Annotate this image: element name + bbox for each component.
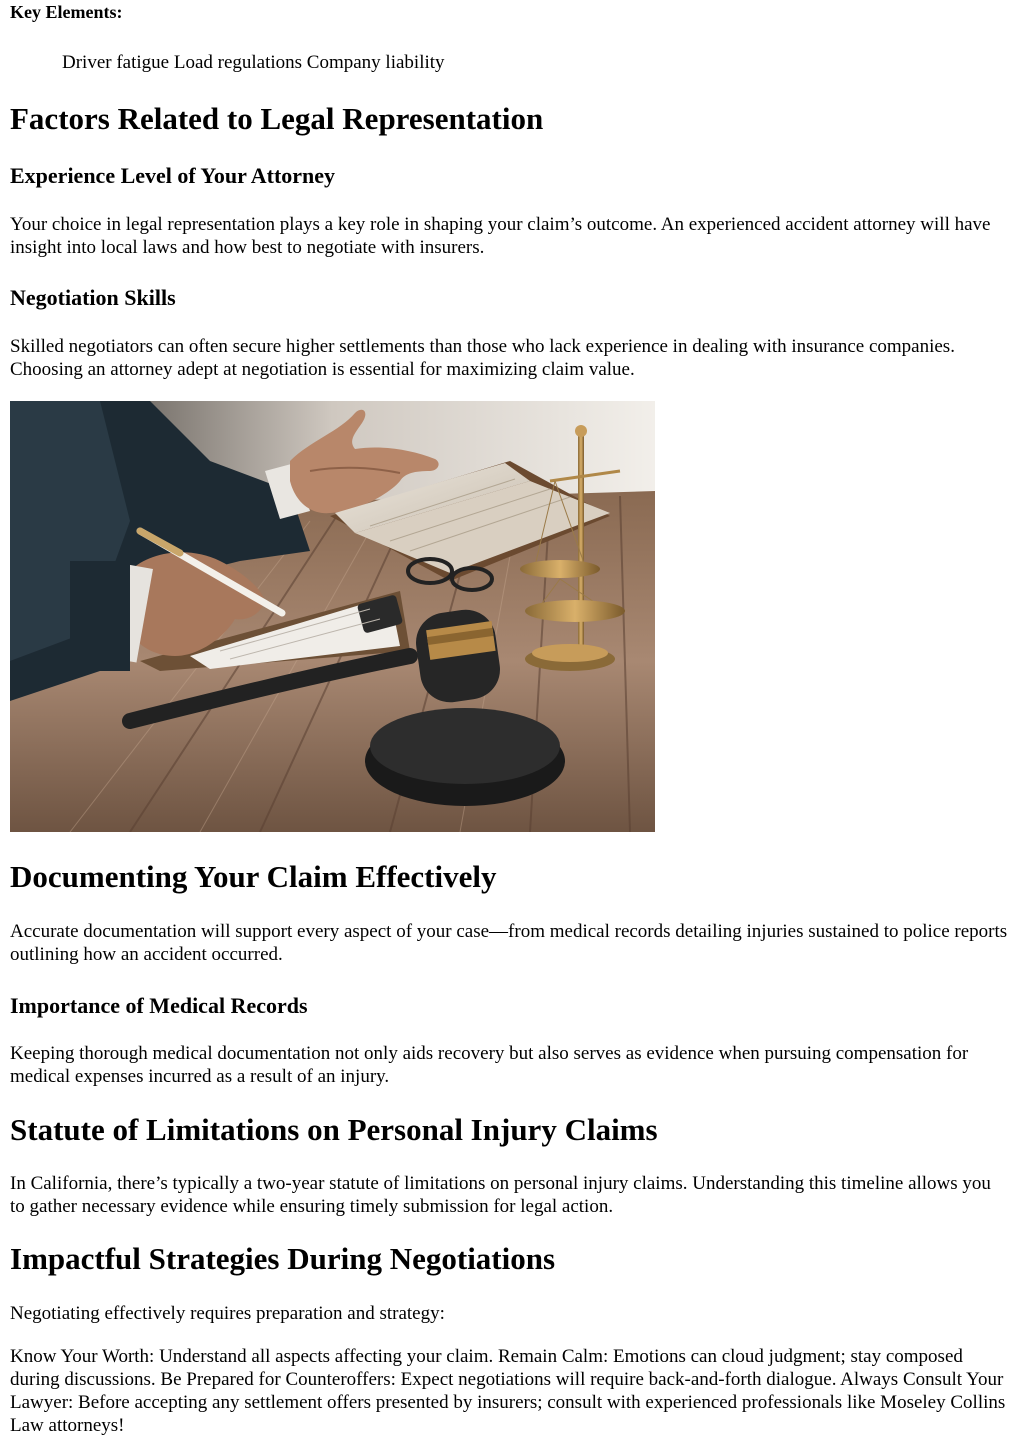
heading-statute-of-limitations: Statute of Limitations on Personal Injury Claims	[10, 1112, 658, 1147]
paragraph-strategies-intro: Negotiating effectively requires preparation and strategy:	[10, 1303, 445, 1324]
key-elements-list: Driver fatigue Load regulations Company liability	[62, 52, 445, 73]
lawyer-desk-photo	[10, 401, 655, 832]
heading-experience-level: Experience Level of Your Attorney	[10, 163, 336, 188]
paragraph-documenting: Accurate documentation will support every aspect of your case—from medical records detailing injuries sustained to police reports outlining how an accident occurred.	[10, 921, 1008, 965]
paragraph-strategies-list: Know Your Worth: Understand all aspects affecting your claim. Remain Calm: Emotions can cloud judgment; stay composed during discussions. Be Prepared for Counteroffers: Expect negotiations will require back-and-forth dialogue. Always Consult Your Lawyer: Before accepting any settlement offers presented by insurers; consult with experienced professionals like Moseley Collins Law attorneys!	[10, 1346, 1006, 1436]
article	[10, 0, 1010, 1437]
heading-negotiation-strategies: Impactful Strategies During Negotiations	[10, 1241, 556, 1276]
heading-documenting-claim: Documenting Your Claim Effectively	[10, 859, 497, 894]
paragraph-medical-records: Keeping thorough medical documentation not only aids recovery but also serves as evidence when pursuing compensation for medical expenses incurred as a result of an injury.	[10, 1043, 969, 1087]
paragraph-experience: Your choice in legal representation plays a key role in shaping your claim’s outcome. An experienced accident attorney will have insight into local laws and how best to negotiate with insurers.	[10, 214, 991, 258]
paragraph-negotiation: Skilled negotiators can often secure higher settlements than those who lack experience in dealing with insurance companies. Choosing an attorney adept at negotiation is essential for maximizing claim value.	[10, 336, 955, 380]
heading-legal-representation: Factors Related to Legal Representation	[10, 101, 544, 136]
key-elements-label: Key Elements:	[10, 2, 123, 22]
paragraph-statute: In California, there’s typically a two-year statute of limitations on personal injury claims. Understanding this timeline allows you to gather necessary evidence while ensuring timely submission for legal action.	[10, 1173, 991, 1217]
heading-negotiation-skills: Negotiation Skills	[10, 285, 176, 310]
heading-medical-records: Importance of Medical Records	[10, 993, 308, 1018]
